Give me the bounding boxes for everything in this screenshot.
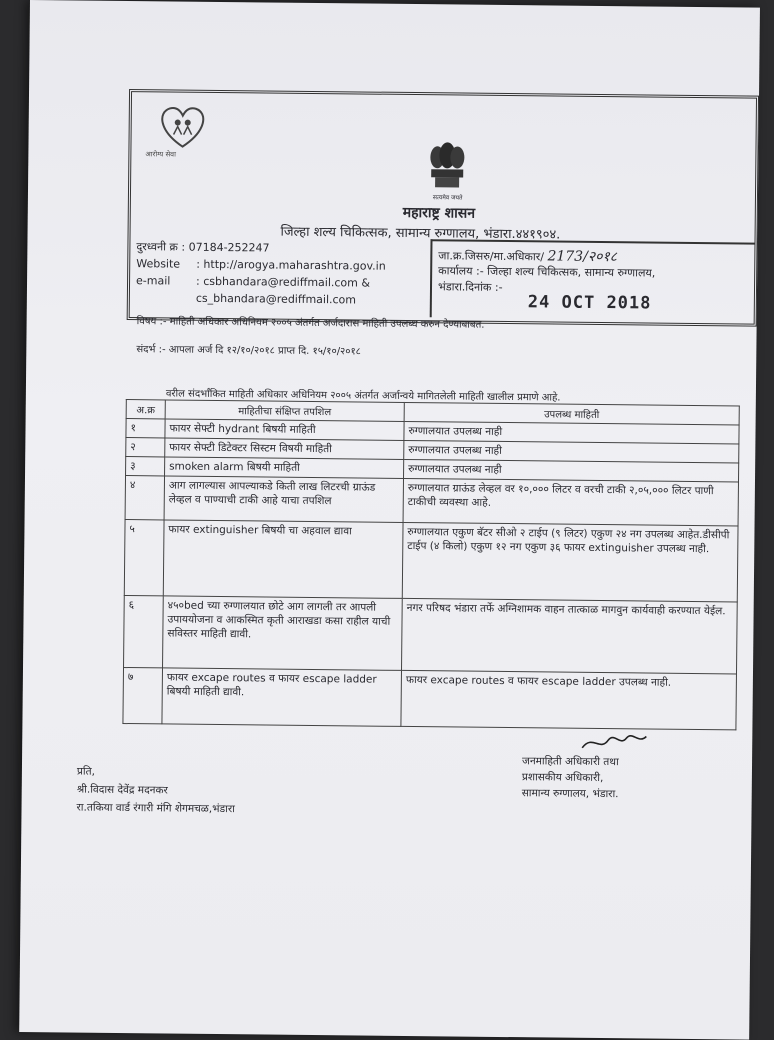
row-query: फायर excape routes व फायर escape ladder बिषयी माहिती द्यावी.	[162, 668, 402, 726]
letterhead	[127, 89, 759, 327]
contact-details	[136, 238, 386, 309]
email-link-2[interactable]: cs_bhandara@rediffmail.com	[195, 291, 357, 307]
row-query: फायर सेफ्टी hydrant बिषयी माहिती	[165, 419, 404, 441]
email-line: e-mail : csbhandara@rediffmail.com &	[135, 274, 371, 290]
signature-mark	[522, 725, 682, 757]
table-row	[125, 476, 738, 526]
table-row	[124, 596, 738, 674]
signatory-title: जनमाहिती अधिकारी तथा	[521, 755, 619, 769]
row-number: ३	[126, 457, 165, 476]
signatory-designation: प्रशासकीय अधिकारी,	[521, 771, 604, 785]
signatory-block	[522, 753, 619, 802]
row-answer: रुग्णालयात एकुण बॅटर सीओ २ टाईप (९ लिटर) एकुण २४ नग उपलब्ध आहेत.डीसीपी टाईप (४ किलो) एकुण १२ नग एकुण ३६ फायर extinguisher उपलब्ध नाही.	[402, 522, 738, 602]
date-label: भंडारा.दिनांक :-	[437, 280, 503, 294]
ref-number: 2173/२०१८	[547, 248, 618, 266]
emblem-caption: सत्यमेव जयते	[432, 194, 463, 202]
document-page	[19, 0, 760, 1040]
reference-box	[430, 239, 755, 320]
row-number: ७	[123, 668, 163, 724]
website-link[interactable]: : http://arogya.maharashtra.gov.in	[196, 257, 386, 273]
information-table	[122, 399, 739, 730]
row-answer: रुग्णालयात ग्राऊंड लेव्हल वर १०,००० लिटर व वरची टाकी २,०५,००० लिटर पाणी टाकीची व्यवस्था आहे.	[403, 478, 738, 526]
row-number: ६	[124, 596, 164, 668]
government-title: महाराष्ट्र शासन	[402, 204, 476, 222]
row-query: smoken alarm बिषयी माहिती	[165, 457, 404, 479]
office-address: जिल्हा शल्य चिकित्सक, सामान्य रुग्णालय, भंडारा.४४१९०४.	[280, 224, 561, 243]
recipient-prefix: प्रति,	[76, 765, 96, 778]
row-number: १	[126, 419, 165, 438]
email-link-1[interactable]: : csbhandara@rediffmail.com &	[195, 274, 371, 290]
subject-line: विषय :- माहिती अधिकार अधिनियम २००५ अंतर्गत अर्जदारास माहिती उपलब्ध करुन देण्याबाबत.	[136, 316, 485, 331]
table-row	[123, 668, 737, 730]
header-available-info: उपलब्ध माहिती	[404, 402, 739, 425]
health-department-logo	[153, 102, 211, 151]
recipient-block	[76, 763, 235, 819]
reference-line: संदर्भ :- आपला अर्ज दि १२/१०/२०१८ प्राप्त दि. १५/१०/२०१८	[136, 344, 361, 358]
date-stamp: 24 OCT 2018	[527, 292, 652, 314]
row-answer: फायर excape routes व फायर escape ladder उपलब्ध नाही.	[401, 670, 737, 730]
email-line-2	[136, 289, 386, 309]
row-answer: रुग्णालयात उपलब्ध नाही	[404, 440, 739, 463]
table-row	[124, 520, 738, 602]
recipient-name: श्री.विदास देवेंद्र मदनकर	[76, 783, 168, 797]
row-number: ५	[124, 520, 164, 596]
logo-caption: आरोग्य सेवा	[145, 150, 176, 159]
ref-number-line: जा.क्र.जिसरु/मा.अधिकार/ 2173/२०१८	[438, 248, 618, 266]
header-sr-no: अ.क्र	[126, 400, 165, 419]
row-number: ४	[125, 476, 164, 520]
signatory-office: सामान्य रुग्णालय, भंडारा.	[521, 787, 619, 801]
row-query: फायर extinguisher बिषयी चा अहवाल द्यावा	[163, 520, 403, 598]
header-info-detail: माहितीचा संक्षिप्त तपशिल	[165, 400, 404, 422]
row-query: ४५०bed च्या रुग्णालयात छोटे आग लागली तर आपली उपाययोजना व आकस्मित कृती आराखडा कसा राहील याची सविस्तर माहिती द्यावी.	[163, 596, 403, 670]
row-number: २	[126, 438, 165, 457]
row-query: आग लागल्यास आपल्याकडे किती लाख लिटरची ग्राऊंड लेव्हल व पाण्याची टाकी आहे याचा तपशिल	[164, 476, 403, 523]
website-line: Website : http://arogya.maharashtra.gov.in	[136, 257, 386, 273]
office-line: कार्यालय :- जिल्हा शल्य चिकित्सक, सामान्य रुग्णालय,	[438, 264, 656, 280]
row-answer: रुग्णालयात उपलब्ध नाही	[404, 421, 739, 444]
recipient-address: रा.तकिया वार्ड रंगारी मंगि शेगमचळ,भंडारा	[76, 801, 235, 816]
row-answer: रुग्णालयात उपलब्ध नाही	[404, 459, 739, 482]
row-query: फायर सेफ्टी डिटेक्टर सिस्टम विषयी माहिती	[165, 438, 404, 460]
state-emblem-icon	[427, 141, 468, 193]
intro-line: वरील संदर्भांकित माहिती अधिकार अधिनियम २००५ अंतर्गत अर्जान्वये मागितलेली माहिती खालील प्रमाणे आहे.	[165, 388, 561, 404]
row-answer: नगर परिषद भंडारा तर्फे अग्निशामक वाहन तात्काळ मागवुन कार्यवाही करण्यात येईल.	[401, 598, 737, 674]
phone-line: दुरध्वनी क्र : 07184-252247	[136, 240, 270, 255]
